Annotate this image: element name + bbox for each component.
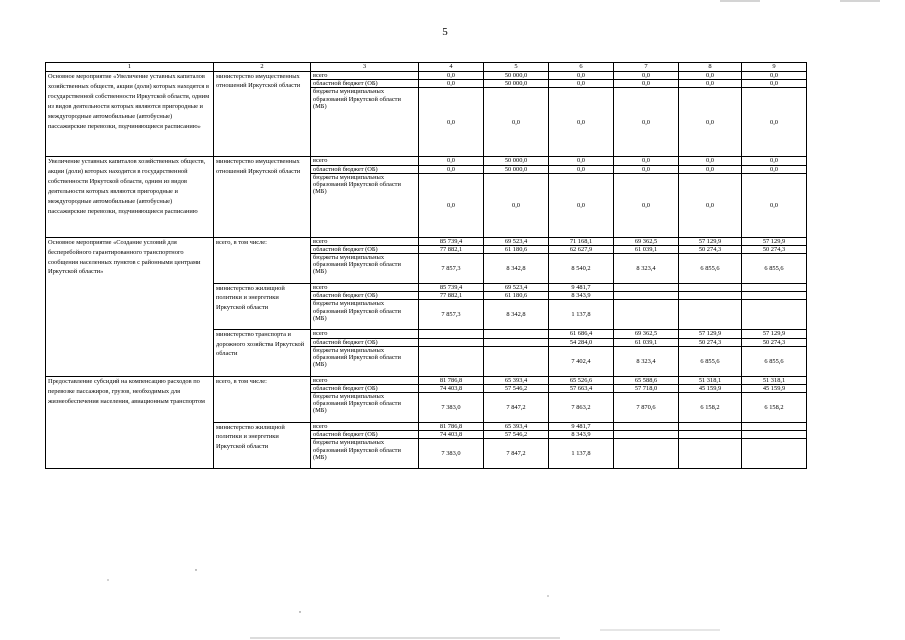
value-cell: 62 627,9 bbox=[549, 245, 614, 253]
funding-source: областной бюджет (ОБ) bbox=[311, 431, 419, 439]
value-cell bbox=[614, 292, 679, 300]
funding-source: всего bbox=[311, 72, 419, 80]
value-cell: 0,0 bbox=[614, 173, 679, 237]
value-cell: 61 039,1 bbox=[614, 338, 679, 346]
value-cell: 50 274,3 bbox=[679, 245, 742, 253]
value-cell: 0,0 bbox=[549, 80, 614, 88]
value-cell: 0,0 bbox=[742, 173, 807, 237]
value-cell: 85 739,4 bbox=[419, 284, 484, 292]
column-header: 5 bbox=[484, 63, 549, 72]
value-cell: 65 393,4 bbox=[484, 376, 549, 384]
value-cell bbox=[614, 284, 679, 292]
value-cell: 65 526,6 bbox=[549, 376, 614, 384]
column-header: 1 bbox=[46, 63, 214, 72]
table-row bbox=[46, 72, 807, 80]
value-cell: 8 342,8 bbox=[484, 254, 549, 284]
value-cell bbox=[484, 346, 549, 376]
value-cell: 69 362,5 bbox=[614, 330, 679, 338]
activity-description: Увеличение уставных капиталов хозяйственных обществ, акции (доли) которых находятся в государственной собственности Иркутской области, одним из видов деятельности которых являются пригородные и междугородные автомобильные (автобусные) пассажирские перевозки, подчиняющиеся расписанию bbox=[46, 157, 214, 237]
value-cell: 50 274,3 bbox=[742, 338, 807, 346]
value-cell: 7 402,4 bbox=[549, 346, 614, 376]
value-cell: 61 686,4 bbox=[549, 330, 614, 338]
value-cell bbox=[419, 346, 484, 376]
value-cell bbox=[679, 439, 742, 469]
executor-name: министерство жилищной политики и энергетики Иркутской области bbox=[214, 423, 311, 469]
value-cell: 0,0 bbox=[549, 72, 614, 80]
value-cell: 61 039,1 bbox=[614, 245, 679, 253]
executor-name: министерство имущественных отношений Иркутской области bbox=[214, 157, 311, 237]
value-cell bbox=[742, 284, 807, 292]
value-cell bbox=[742, 423, 807, 431]
value-cell bbox=[614, 439, 679, 469]
value-cell: 0,0 bbox=[484, 88, 549, 157]
value-cell: 0,0 bbox=[614, 72, 679, 80]
value-cell: 57 129,9 bbox=[679, 330, 742, 338]
value-cell: 51 318,1 bbox=[742, 376, 807, 384]
value-cell: 0,0 bbox=[419, 88, 484, 157]
value-cell bbox=[614, 423, 679, 431]
value-cell: 7 857,3 bbox=[419, 254, 484, 284]
value-cell bbox=[484, 330, 549, 338]
value-cell: 7 383,0 bbox=[419, 439, 484, 469]
value-cell: 7 870,6 bbox=[614, 393, 679, 423]
value-cell: 0,0 bbox=[679, 80, 742, 88]
value-cell: 81 786,8 bbox=[419, 423, 484, 431]
value-cell: 6 855,6 bbox=[679, 254, 742, 284]
value-cell: 0,0 bbox=[679, 157, 742, 165]
value-cell: 8 343,9 bbox=[549, 292, 614, 300]
executor-name: министерство имущественных отношений Иркутской области bbox=[214, 72, 311, 157]
value-cell: 69 362,5 bbox=[614, 237, 679, 245]
value-cell: 0,0 bbox=[484, 173, 549, 237]
column-header: 9 bbox=[742, 63, 807, 72]
value-cell bbox=[679, 300, 742, 330]
funding-source: бюджеты муниципальных образований Иркутской области (МБ) bbox=[311, 346, 419, 376]
funding-source: областной бюджет (ОБ) bbox=[311, 80, 419, 88]
value-cell bbox=[679, 292, 742, 300]
value-cell bbox=[742, 431, 807, 439]
activity-description: Основное мероприятие «Увеличение уставных капиталов хозяйственных обществ, акции (доли) которых находятся в государственной собственности Иркутской области, одним из видов деятельности которых являются пригородные и междугородные автомобильные (автобусные) пассажирские перевозки, подчиняющиеся расписанию» bbox=[46, 72, 214, 157]
value-cell bbox=[679, 431, 742, 439]
value-cell bbox=[679, 423, 742, 431]
value-cell: 6 855,6 bbox=[742, 346, 807, 376]
executor-name: всего, в том числе: bbox=[214, 376, 311, 422]
value-cell: 9 481,7 bbox=[549, 284, 614, 292]
value-cell: 0,0 bbox=[549, 173, 614, 237]
value-cell: 0,0 bbox=[679, 165, 742, 173]
value-cell: 51 318,1 bbox=[679, 376, 742, 384]
value-cell: 0,0 bbox=[679, 173, 742, 237]
funding-source: областной бюджет (ОБ) bbox=[311, 245, 419, 253]
funding-source: областной бюджет (ОБ) bbox=[311, 165, 419, 173]
value-cell: 45 159,9 bbox=[679, 384, 742, 392]
value-cell: 57 129,9 bbox=[679, 237, 742, 245]
value-cell: 9 481,7 bbox=[549, 423, 614, 431]
value-cell bbox=[742, 300, 807, 330]
value-cell: 65 588,6 bbox=[614, 376, 679, 384]
table-row bbox=[46, 237, 807, 245]
value-cell: 61 180,6 bbox=[484, 245, 549, 253]
value-cell: 6 158,2 bbox=[742, 393, 807, 423]
value-cell: 0,0 bbox=[742, 157, 807, 165]
value-cell: 7 847,2 bbox=[484, 439, 549, 469]
value-cell bbox=[614, 300, 679, 330]
activity-description: Основное мероприятие «Создание условий для бесперебойного гарантированного транспортного сообщения населенных пунктов с районными центрами Иркутской области» bbox=[46, 237, 214, 376]
value-cell: 7 863,2 bbox=[549, 393, 614, 423]
value-cell: 8 343,9 bbox=[549, 431, 614, 439]
value-cell: 57 663,4 bbox=[549, 384, 614, 392]
value-cell: 50 000,0 bbox=[484, 72, 549, 80]
value-cell bbox=[742, 292, 807, 300]
value-cell: 0,0 bbox=[419, 80, 484, 88]
value-cell: 0,0 bbox=[419, 72, 484, 80]
value-cell: 0,0 bbox=[419, 173, 484, 237]
funding-source: всего bbox=[311, 157, 419, 165]
funding-source: бюджеты муниципальных образований Иркутской области (МБ) bbox=[311, 173, 419, 237]
value-cell: 50 000,0 bbox=[484, 157, 549, 165]
table-row bbox=[46, 157, 807, 165]
value-cell: 0,0 bbox=[742, 72, 807, 80]
value-cell: 65 393,4 bbox=[484, 423, 549, 431]
executor-name: всего, в том числе: bbox=[214, 237, 311, 283]
executor-name: министерство транспорта и дорожного хозяйства Иркутской области bbox=[214, 330, 311, 376]
funding-source: областной бюджет (ОБ) bbox=[311, 338, 419, 346]
funding-source: бюджеты муниципальных образований Иркутской области (МБ) bbox=[311, 439, 419, 469]
value-cell: 0,0 bbox=[419, 165, 484, 173]
table-body bbox=[46, 63, 807, 469]
value-cell: 1 137,8 bbox=[549, 439, 614, 469]
funding-source: всего bbox=[311, 237, 419, 245]
value-cell: 0,0 bbox=[614, 80, 679, 88]
value-cell: 69 523,4 bbox=[484, 284, 549, 292]
value-cell: 7 847,2 bbox=[484, 393, 549, 423]
value-cell: 0,0 bbox=[549, 157, 614, 165]
value-cell bbox=[742, 439, 807, 469]
value-cell: 50 000,0 bbox=[484, 165, 549, 173]
value-cell: 8 323,4 bbox=[614, 254, 679, 284]
funding-source: бюджеты муниципальных образований Иркутской области (МБ) bbox=[311, 393, 419, 423]
value-cell: 50 274,3 bbox=[679, 338, 742, 346]
value-cell: 7 383,0 bbox=[419, 393, 484, 423]
value-cell: 8 540,2 bbox=[549, 254, 614, 284]
header-row bbox=[46, 63, 807, 72]
value-cell: 8 342,8 bbox=[484, 300, 549, 330]
column-header: 6 bbox=[549, 63, 614, 72]
value-cell: 57 718,0 bbox=[614, 384, 679, 392]
funding-source: бюджеты муниципальных образований Иркутской области (МБ) bbox=[311, 254, 419, 284]
value-cell: 57 546,2 bbox=[484, 431, 549, 439]
value-cell: 6 855,6 bbox=[742, 254, 807, 284]
column-header: 3 bbox=[311, 63, 419, 72]
value-cell: 0,0 bbox=[742, 80, 807, 88]
funding-source: областной бюджет (ОБ) bbox=[311, 292, 419, 300]
value-cell: 81 786,8 bbox=[419, 376, 484, 384]
value-cell: 0,0 bbox=[742, 88, 807, 157]
value-cell: 74 403,8 bbox=[419, 384, 484, 392]
funding-source: всего bbox=[311, 423, 419, 431]
column-header: 7 bbox=[614, 63, 679, 72]
value-cell bbox=[419, 330, 484, 338]
value-cell: 7 857,3 bbox=[419, 300, 484, 330]
column-header: 4 bbox=[419, 63, 484, 72]
column-header: 8 bbox=[679, 63, 742, 72]
value-cell: 0,0 bbox=[419, 157, 484, 165]
budget-table bbox=[45, 62, 807, 469]
executor-name: министерство жилищной политики и энергетики Иркутской области bbox=[214, 284, 311, 330]
funding-source: всего bbox=[311, 284, 419, 292]
activity-description: Предоставление субсидий на компенсацию расходов по перевозке пассажиров, грузов, необходимых для жизнеобеспечения населения, авиационным транспортом bbox=[46, 376, 214, 469]
value-cell: 77 882,1 bbox=[419, 245, 484, 253]
value-cell: 1 137,8 bbox=[549, 300, 614, 330]
value-cell: 69 523,4 bbox=[484, 237, 549, 245]
value-cell: 74 403,8 bbox=[419, 431, 484, 439]
funding-source: всего bbox=[311, 330, 419, 338]
value-cell: 0,0 bbox=[679, 72, 742, 80]
value-cell: 0,0 bbox=[742, 165, 807, 173]
value-cell bbox=[419, 338, 484, 346]
value-cell: 57 129,9 bbox=[742, 237, 807, 245]
funding-source: областной бюджет (ОБ) bbox=[311, 384, 419, 392]
column-header: 2 bbox=[214, 63, 311, 72]
value-cell: 8 323,4 bbox=[614, 346, 679, 376]
value-cell: 0,0 bbox=[549, 165, 614, 173]
value-cell bbox=[614, 431, 679, 439]
value-cell bbox=[679, 284, 742, 292]
table-row bbox=[46, 376, 807, 384]
funding-source: всего bbox=[311, 376, 419, 384]
page-number: 5 bbox=[442, 26, 448, 38]
value-cell: 6 158,2 bbox=[679, 393, 742, 423]
value-cell: 85 739,4 bbox=[419, 237, 484, 245]
value-cell: 0,0 bbox=[614, 88, 679, 157]
value-cell: 50 274,3 bbox=[742, 245, 807, 253]
value-cell: 50 000,0 bbox=[484, 80, 549, 88]
value-cell: 0,0 bbox=[679, 88, 742, 157]
value-cell: 45 159,9 bbox=[742, 384, 807, 392]
funding-source: бюджеты муниципальных образований Иркутской области (МБ) bbox=[311, 300, 419, 330]
value-cell: 54 284,0 bbox=[549, 338, 614, 346]
value-cell: 77 882,1 bbox=[419, 292, 484, 300]
value-cell bbox=[484, 338, 549, 346]
value-cell: 57 129,9 bbox=[742, 330, 807, 338]
value-cell: 0,0 bbox=[549, 88, 614, 157]
value-cell: 71 168,1 bbox=[549, 237, 614, 245]
value-cell: 0,0 bbox=[614, 165, 679, 173]
value-cell: 6 855,6 bbox=[679, 346, 742, 376]
value-cell: 61 180,6 bbox=[484, 292, 549, 300]
value-cell: 0,0 bbox=[614, 157, 679, 165]
value-cell: 57 546,2 bbox=[484, 384, 549, 392]
funding-source: бюджеты муниципальных образований Иркутской области (МБ) bbox=[311, 88, 419, 157]
